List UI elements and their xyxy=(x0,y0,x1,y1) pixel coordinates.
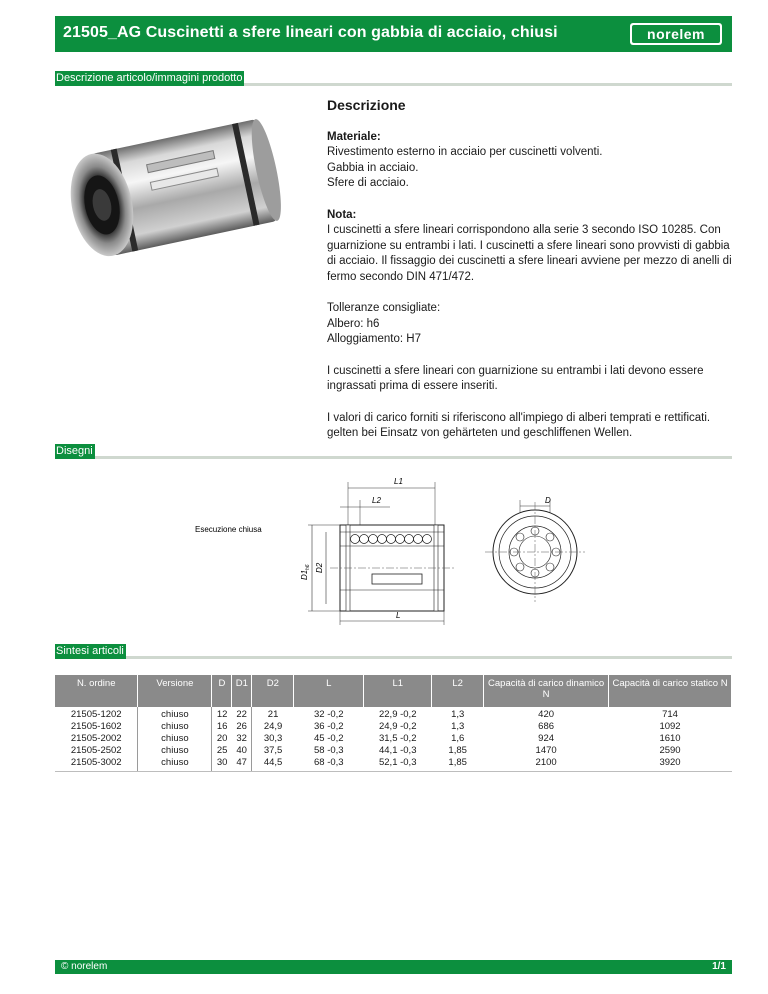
cell: 26 xyxy=(236,721,247,732)
technical-drawing xyxy=(150,470,620,640)
col-header: L2 xyxy=(432,675,484,707)
table-header-row xyxy=(55,675,732,707)
cell: 31,5 -0,2 xyxy=(378,733,417,744)
material-line: Rivestimento esterno in acciaio per cuscinetti volventi. xyxy=(327,146,603,158)
col-header: L1 xyxy=(364,675,432,707)
table-row xyxy=(55,745,732,757)
cell: 37,5 xyxy=(252,745,294,757)
cell: 714 xyxy=(662,709,678,720)
load-paragraph: I valori di carico forniti si riferiscono all'impiego di alberi temprati e rettificati. gelten bei Einsatz von gehärteten und geschliffenen Wellen. xyxy=(327,411,711,439)
product-photo xyxy=(60,100,285,275)
dim-d2: D2 xyxy=(315,562,324,573)
copyright: © norelem xyxy=(61,961,108,972)
dim-d1-tolerance: h6 xyxy=(305,564,311,570)
page-footer xyxy=(55,960,732,974)
material-title: Materiale: xyxy=(327,130,381,143)
description-block xyxy=(327,98,732,458)
logo-text: norelem xyxy=(632,25,720,43)
cell: 16 xyxy=(212,721,232,733)
cell: 420 xyxy=(538,709,555,720)
col-header: D xyxy=(212,675,232,707)
cell: 1,85 xyxy=(448,745,467,756)
cell: 1,85 xyxy=(432,757,484,772)
cell: 21505-1602 xyxy=(70,721,122,732)
col-header: D1 xyxy=(232,675,252,707)
table-row xyxy=(55,733,732,745)
cell: 12 xyxy=(212,707,232,721)
material-line: Sfere di acciaio. xyxy=(327,177,409,189)
tolerance-line: Alloggiamento: H7 xyxy=(327,333,421,345)
cell: 1092 xyxy=(659,721,681,732)
cell: 21505-2002 xyxy=(70,733,122,744)
col-header: Capacità di carico dinamico N xyxy=(484,675,609,707)
section-description-label: Descrizione articolo/immagini prodotto xyxy=(56,72,243,84)
col-header: N. ordine xyxy=(55,675,138,707)
table-row xyxy=(55,757,732,772)
section-summary-label: Sintesi articoli xyxy=(56,645,124,657)
tolerance-paragraph xyxy=(327,301,732,348)
cell: 686 xyxy=(538,721,555,732)
cell: 22 xyxy=(236,709,247,720)
section-drawings-label: Disegni xyxy=(56,445,93,457)
cell: chiuso xyxy=(138,757,212,772)
table-row xyxy=(55,721,732,733)
cell: 2100 xyxy=(484,757,609,772)
cell: 24,9 xyxy=(252,721,294,733)
col-header: Versione xyxy=(138,675,212,707)
cell: 21505-1202 xyxy=(70,709,122,720)
note-paragraph xyxy=(327,208,732,286)
tolerance-line: Albero: h6 xyxy=(327,317,380,330)
cell: 21505-2502 xyxy=(70,745,122,756)
grease-paragraph: I cuscinetti a sfere lineari con guarnizione su entrambi i lati devono essere ingrassati prima di essere inseriti. xyxy=(327,364,704,392)
cell: 58 -0,3 xyxy=(314,745,344,756)
page-number: 1/1 xyxy=(712,961,726,972)
cell: 22,9 -0,2 xyxy=(378,709,417,720)
cell: 2590 xyxy=(659,745,681,756)
cell: 44,5 xyxy=(252,757,294,772)
cell: 1470 xyxy=(535,745,557,756)
col-header: Capacità di carico statico N xyxy=(609,675,732,707)
cell: 45 -0,2 xyxy=(314,733,344,744)
cell: 36 -0,2 xyxy=(314,721,344,732)
note-title: Nota: xyxy=(327,208,357,221)
cell: 1,6 xyxy=(451,733,465,744)
description-heading: Descrizione xyxy=(327,97,406,113)
cell: 25 xyxy=(212,745,232,757)
tolerance-line: Tolleranze consigliate: xyxy=(327,302,441,314)
cell: 47 xyxy=(232,757,252,772)
cell: 20 xyxy=(212,733,232,745)
cell: 21505-3002 xyxy=(55,757,138,772)
cell: 3920 xyxy=(609,757,732,772)
section-drawings-bar xyxy=(55,444,732,459)
cell: 924 xyxy=(538,733,555,744)
cell: 32 -0,2 xyxy=(314,709,344,720)
cell: 30,3 xyxy=(252,733,294,745)
dim-l1: L1 xyxy=(394,477,403,486)
col-header: D2 xyxy=(252,675,294,707)
table-row xyxy=(55,707,732,721)
section-summary-bar xyxy=(55,644,732,659)
cell: 52,1 -0,3 xyxy=(364,757,432,772)
norelem-logo xyxy=(630,23,722,45)
cell: 30 xyxy=(212,757,232,772)
page-header xyxy=(55,16,732,52)
cell: 32 xyxy=(236,733,247,744)
dim-d: D xyxy=(545,496,551,505)
cell: chiuso xyxy=(138,707,212,721)
cell: 44,1 -0,3 xyxy=(378,745,417,756)
cell: 1,3 xyxy=(451,709,465,720)
dim-l2: L2 xyxy=(372,496,381,505)
col-header: L xyxy=(294,675,364,707)
dim-d1: D1 xyxy=(300,569,309,580)
page-title: 21505_AG Cuscinetti a sfere lineari con gabbia di acciaio, chiusi xyxy=(63,24,558,41)
cell: 40 xyxy=(236,745,247,756)
material-paragraph xyxy=(327,130,732,192)
drawing-caption: Esecuzione chiusa xyxy=(195,525,262,534)
cell: chiuso xyxy=(138,721,212,733)
section-description-bar xyxy=(55,71,732,86)
cell: chiuso xyxy=(138,745,212,757)
cell: chiuso xyxy=(138,733,212,745)
cell: 21 xyxy=(252,707,294,721)
cell: 1,3 xyxy=(451,721,465,732)
cell: 68 -0,3 xyxy=(294,757,364,772)
cell: 24,9 -0,2 xyxy=(378,721,417,732)
material-line: Gabbia in acciaio. xyxy=(327,161,419,174)
articles-table xyxy=(55,675,732,772)
note-text: I cuscinetti a sfere lineari corrispondono alla serie 3 secondo ISO 10285. Con guarnizione su entrambi i lati. I cuscinetti a sfere lineari sono provvisti di gabbia di acciaio. Il fissaggio dei cuscinetti a sfere lineari avviene per mezzo di anelli di fermo secondo DIN 471/472. xyxy=(327,224,732,283)
cell: 1610 xyxy=(659,733,681,744)
dim-l: L xyxy=(396,611,401,620)
